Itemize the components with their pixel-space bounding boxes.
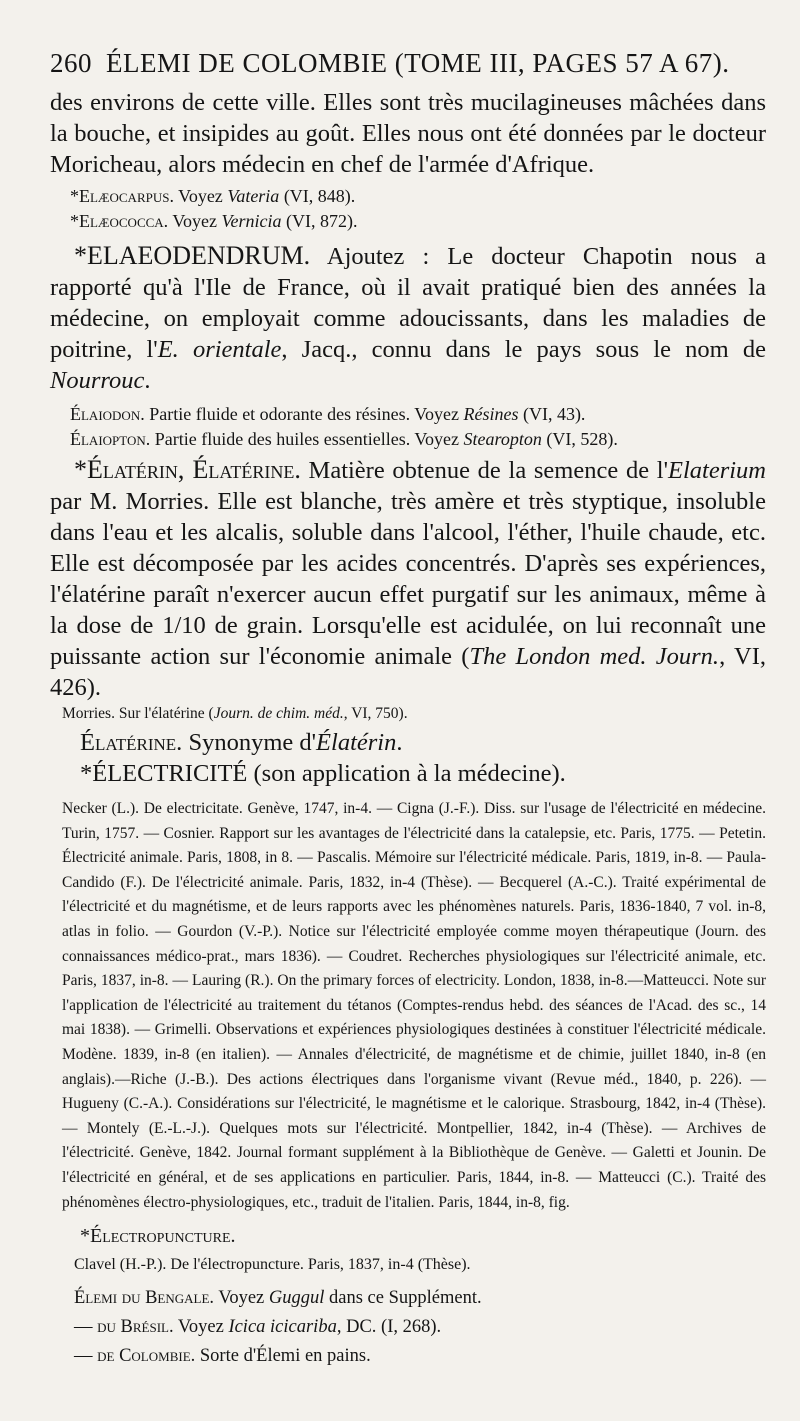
entry-text: , DC. (I, 268).	[336, 1317, 442, 1338]
entry-elaterine	[80, 727, 766, 758]
local-name: Nourrouc	[50, 367, 145, 394]
entry-elaterin	[50, 454, 766, 703]
entry-electropuncture	[80, 1221, 766, 1252]
intro-paragraph: des environs de cette ville. Elles sont très mucilagineuses mâchées dans la bouche, et insipides au goût. Elles nous ont été données par le docteur Moricheau, alors médecin en chef de l'armée d'Afrique.	[50, 89, 766, 178]
entry-head: *ÉLECTRICITÉ	[80, 760, 248, 787]
entry-text: par M. Morries. Elle est blanche, très amère et très styptique, insoluble dans l'eau et les alcalis, soluble dans l'alcool, l'éther, l'huile chaude, etc. Elle est décomposée par les acides concentrés. D'après ses expériences, l'élatérine paraît n'exercer aucun effet purgatif sur les animaux, même à la dose de 1/10 de grain. Lorsqu'elle est acidulée, on lui reconnaît une puissante action sur l'économie animale (	[50, 488, 766, 670]
entry-text: (son application à la médecine).	[247, 760, 566, 787]
entry-text: (VI, 848).	[279, 186, 356, 206]
entry-elaiopton	[70, 427, 766, 452]
cross-reference: Vernicia	[221, 211, 282, 231]
entry-head: Élaiopton.	[70, 429, 151, 449]
entry-text: Ajoutez : Le docteur Chapotin nous a rapporté qu'à l'Ile de France, où il avait pratiqué bien des années la médecine, on employait comme adoucissants, dans les maladies de poitrine, l'	[50, 243, 766, 363]
entry-text: (VI, 528).	[541, 429, 618, 449]
entry-electricite	[80, 758, 766, 789]
entry-text: Partie fluide et odorante des résines. Voyez	[144, 404, 464, 424]
entry-head: *Élatérin, Élatérine.	[74, 455, 301, 484]
entry-text: Synonyme d'	[182, 729, 317, 756]
species-name: E. orientale	[157, 336, 282, 363]
entry-head: *Électropuncture.	[80, 1225, 236, 1248]
entry-elaeocarpus	[70, 184, 766, 209]
entry-text: .	[144, 367, 151, 394]
entry-text: Voyez	[168, 211, 222, 231]
entry-elaeococca	[70, 209, 766, 234]
page-number: 260	[50, 48, 92, 78]
entry-elemi-bengale	[74, 1284, 766, 1313]
entry-text: Matière obtenue de la semence de l'	[300, 457, 668, 484]
note-text: Morries. Sur l'élatérine (	[62, 705, 214, 722]
cross-reference: Stearopton	[463, 429, 542, 449]
entry-head: — de Colombie.	[74, 1346, 196, 1367]
entry-text: (VI, 872).	[281, 211, 358, 231]
entry-text: Partie fluide des huiles essentielles. Voyez	[150, 429, 464, 449]
cross-reference: Vateria	[227, 186, 280, 206]
entry-text: Voyez	[173, 186, 228, 206]
entry-elemi-bresil	[74, 1313, 766, 1342]
entry-elaiodon	[70, 402, 766, 427]
entry-text: , VI, 426).	[50, 643, 766, 701]
cross-reference: Élatérin	[316, 729, 397, 756]
elemi-entries	[74, 1284, 766, 1371]
entry-text: dans ce Supplément.	[324, 1288, 482, 1309]
entry-text: Voyez	[173, 1317, 229, 1338]
entry-elaeodendrum	[50, 240, 766, 396]
cross-reference: Elaterium	[668, 457, 766, 484]
elaterin-note	[62, 703, 766, 725]
entry-head: *Elæocarpus.	[70, 186, 174, 206]
note-text: , VI, 750).	[343, 705, 408, 722]
cross-reference: Icica icicariba	[228, 1317, 337, 1338]
entry-head: — du Brésil.	[74, 1317, 174, 1338]
electropuncture-bibliography: Clavel (H.-P.). De l'électropuncture. Paris, 1837, in-4 (Thèse).	[74, 1256, 471, 1274]
entry-head: Élaiodon.	[70, 404, 145, 424]
entry-text: Sorte d'Élemi en pains.	[195, 1346, 371, 1367]
running-title: ÉLEMI DE COLOMBIE (TOME III, PAGES 57 A 67).	[106, 48, 730, 78]
entry-elemi-colombie	[74, 1342, 766, 1371]
entry-head: *Elæococca.	[70, 211, 169, 231]
entry-text: .	[396, 729, 403, 756]
entry-head: *ELAEODENDRUM.	[74, 241, 311, 270]
entry-text: (VI, 43).	[518, 404, 586, 424]
electricite-bibliography: Necker (L.). De electricitate. Genève, 1747, in-4. — Cigna (J.-F.). Diss. sur l'usage de l'électricité en médecine. Turin, 1757. — Cosnier. Rapport sur les avantages de l'électricité dans la catalepsie, etc. Paris, 1775. — Petetin. Électricité animale. Paris, 1808, in 8. — Pascalis. Mémoire sur l'électricité médicale. Paris, 1819, in-8. — Paula-Candido (F.). De l'électricité animale. Paris, 1832, in-4 (Thèse). — Becquerel (A.-C.). Traité expérimental de l'électricité et du magnétisme, et de leurs rapports avec les phénomènes naturels. Paris, 1836-1840, 7 vol. in-8, atlas in folio. — Gourdon (V.-P.). Notice sur l'électricité employée comme moyen thérapeutique (Journ. des connaissances médico-prat., mars 1836). — Coudret. Recherches physiologiques sur l'électricité animale, etc. Paris, 1837, in-8. — Lauring (R.). On the primary forces of electricity. London, 1838, in-8.—Matteucci. Note sur l'application de l'électricité au traitement du tétanos (Comptes-rendus hebd. des séances de l'Acad. des sc., 14 mai 1838). — Grimelli. Observations et expériences physiologiques destinées à constituer l'électricité médicale. Modène. 1839, in-8 (en italien). — Annales d'électricité, de magnétisme et de chimie, juillet 1840, in-8 (en anglais).—Riche (J.-B.). Des actions électriques dans l'organisme vivant (Revue méd., 1840, p. 226). — Hugueny (C.-A.). Considérations sur l'électricité, le magnétisme et le calorique. Strasbourg, 1842, in-4 (Thèse). — Montely (E.-L.-J.). Quelques mots sur l'électricité. Montpellier, 1842, in-4 (Thèse). — Archives de l'électricité. Genève, 1842. Journal formant supplément à la Bibliothèque de Genève. — Galetti et Jounin. De l'électricité en général, et de ses applications en particulier. Paris, 1844, in-8. — Matteucci (C.). Traité des phénomènes électro-physiologiques, etc., traduit de l'italien. Paris, 1844, in-8, fig.	[62, 800, 766, 1211]
entry-head: Élemi du Bengale.	[74, 1288, 215, 1309]
entry-text: , Jacq., connu dans le pays sous le nom de	[281, 336, 766, 363]
entry-text: Voyez	[214, 1288, 269, 1309]
cross-reference: Guggul	[268, 1288, 325, 1309]
cross-reference: Résines	[463, 404, 519, 424]
journal-title: The London med. Journ.	[469, 643, 720, 670]
running-header	[50, 48, 766, 79]
entry-head: Élatérine.	[80, 729, 183, 756]
journal-title: Journ. de chim. méd.	[213, 705, 344, 722]
